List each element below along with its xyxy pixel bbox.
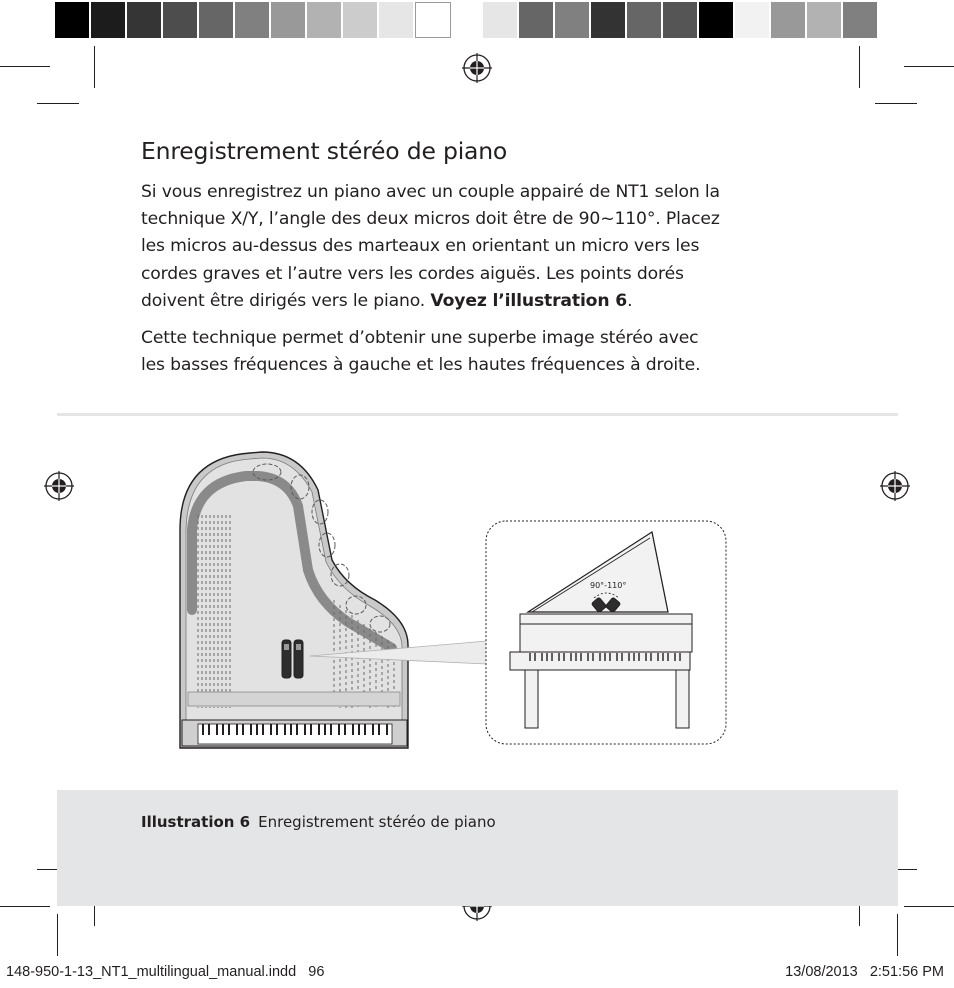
paragraph-text: . bbox=[627, 290, 633, 311]
crop-mark bbox=[37, 103, 79, 104]
caption-label: Illustration 6 bbox=[141, 813, 251, 831]
color-swatch bbox=[163, 2, 199, 38]
paragraph-line: Cette technique permet d’obtenir une superbe image stéréo avec bbox=[141, 328, 699, 348]
slug-timestamp: 13/08/2013 2:51:56 PM bbox=[785, 964, 944, 980]
paragraph-line: technique X/Y, l’angle des deux micros doit être de 90~110°. Placez bbox=[141, 209, 720, 230]
color-swatch bbox=[519, 2, 555, 38]
paragraph-line: cordes graves et l’autre vers les cordes aiguës. Les points dorés bbox=[141, 263, 684, 284]
crop-mark bbox=[94, 46, 95, 88]
color-swatch bbox=[699, 2, 735, 38]
paragraph-line: Si vous enregistrez un piano avec un couple appairé de NT1 selon la bbox=[141, 182, 720, 202]
crop-mark bbox=[0, 66, 50, 67]
color-swatch bbox=[127, 2, 163, 38]
paragraph-line bbox=[141, 288, 720, 315]
color-swatch bbox=[771, 2, 807, 38]
color-swatch bbox=[663, 2, 699, 38]
color-bar-left bbox=[55, 2, 451, 38]
figure-caption bbox=[141, 813, 496, 831]
piano-stereo-illustration bbox=[0, 440, 954, 760]
body-paragraph-2 bbox=[141, 325, 700, 379]
section-divider bbox=[57, 413, 898, 416]
color-bar-right bbox=[483, 2, 879, 38]
registration-mark-icon bbox=[461, 52, 493, 84]
slug-filename: 148-950-1-13_NT1_multilingual_manual.indd 96 bbox=[6, 964, 325, 980]
color-swatch bbox=[735, 2, 771, 38]
color-swatch bbox=[483, 2, 519, 38]
color-swatch bbox=[271, 2, 307, 38]
figure-reference: Voyez l’illustration 6 bbox=[430, 290, 628, 311]
crop-mark bbox=[57, 914, 58, 956]
crop-mark bbox=[904, 906, 954, 907]
color-swatch bbox=[55, 2, 91, 38]
crop-mark bbox=[897, 914, 898, 956]
color-swatch bbox=[235, 2, 271, 38]
paragraph-text: doivent être dirigés vers le piano. bbox=[141, 290, 431, 311]
paragraph-line: les micros au-dessus des marteaux en orientant un micro vers les bbox=[141, 236, 700, 257]
color-swatch bbox=[199, 2, 235, 38]
crop-mark bbox=[859, 46, 860, 88]
color-swatch bbox=[379, 2, 415, 38]
caption-band bbox=[57, 790, 898, 906]
color-swatch bbox=[807, 2, 843, 38]
caption-text: Enregistrement stéréo de piano bbox=[258, 813, 496, 831]
body-paragraph-1 bbox=[141, 179, 720, 315]
color-swatch bbox=[555, 2, 591, 38]
section-title: Enregistrement stéréo de piano bbox=[141, 137, 508, 165]
paragraph-line: les basses fréquences à gauche et les hautes fréquences à droite. bbox=[141, 355, 701, 376]
grand-piano-top-view bbox=[180, 452, 408, 748]
crop-mark bbox=[0, 906, 50, 907]
color-swatch bbox=[415, 2, 451, 38]
color-swatch bbox=[91, 2, 127, 38]
angle-label: 90°-110° bbox=[590, 581, 627, 590]
color-swatch bbox=[591, 2, 627, 38]
crop-mark bbox=[875, 103, 917, 104]
crop-mark bbox=[904, 66, 954, 67]
color-swatch bbox=[307, 2, 343, 38]
color-swatch bbox=[627, 2, 663, 38]
color-swatch bbox=[843, 2, 879, 38]
color-swatch bbox=[343, 2, 379, 38]
